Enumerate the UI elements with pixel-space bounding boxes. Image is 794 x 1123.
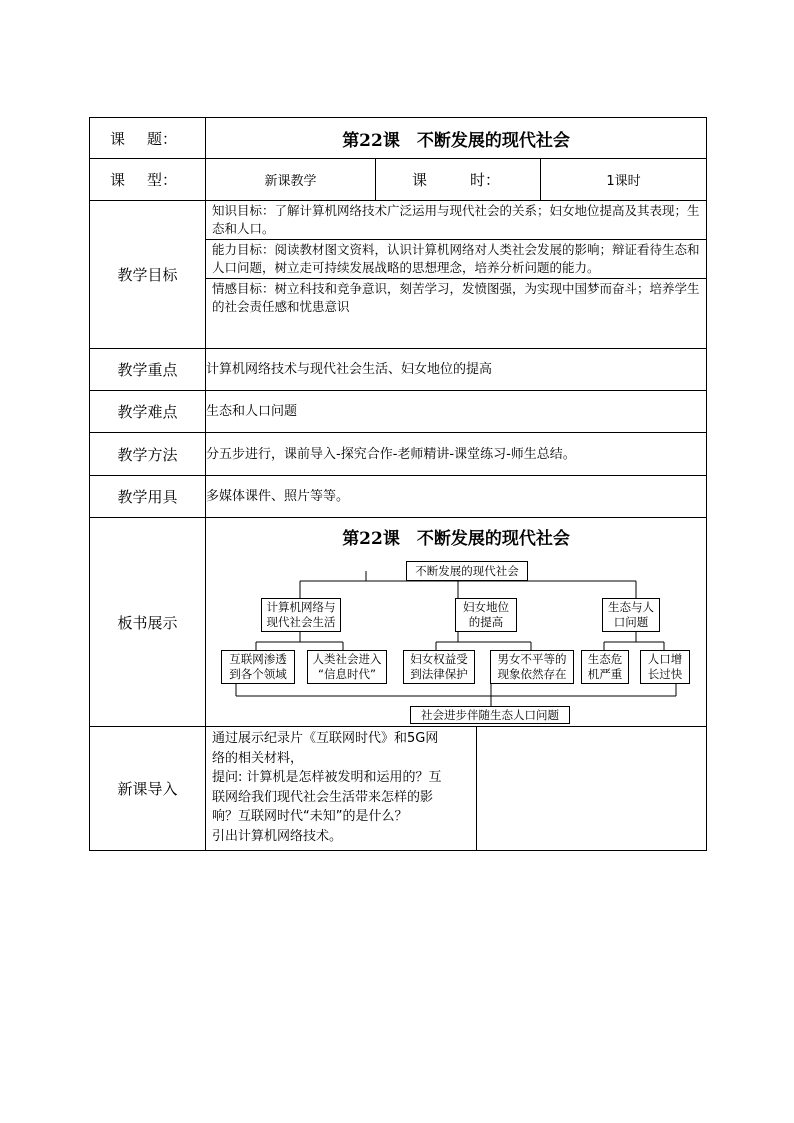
intro-empty-cell bbox=[477, 727, 707, 851]
topic-value: 第22课 不断发展的现代社会 bbox=[206, 118, 707, 159]
topic-label-cell bbox=[90, 118, 206, 159]
l2-population-line2: 长过快 bbox=[647, 667, 683, 681]
type-label-b: 型： bbox=[146, 171, 177, 189]
l1-network-line1: 计算机网络与 bbox=[266, 600, 336, 614]
type-label-cell bbox=[90, 159, 206, 201]
key-points-label: 教学重点 bbox=[90, 349, 206, 391]
l2-eco-crisis-line2: 机严重 bbox=[587, 667, 623, 681]
diagram-l2-women-rights bbox=[403, 650, 475, 684]
goal-emotion: 情感目标：树立科技和竞争意识，刻苦学习，发愤图强，为实现中国梦而奋斗；培养学生的社会责任感和忧患意识 bbox=[212, 281, 700, 314]
row-goals bbox=[90, 201, 707, 349]
type-value: 新课教学 bbox=[206, 159, 376, 201]
l1-network-line2: 现代社会生活 bbox=[266, 615, 336, 629]
diagram-l2-info-age bbox=[307, 650, 387, 684]
l1-ecology-line2: 口问题 bbox=[613, 615, 649, 629]
row-key-points bbox=[90, 349, 707, 391]
intro-line-3: 提问: 计算机是怎样被发明和运用的？互 bbox=[212, 770, 442, 785]
hours-label-a: 课 bbox=[412, 171, 428, 189]
diagram-l2-eco-crisis bbox=[581, 650, 629, 684]
difficulties-value: 生态和人口问题 bbox=[206, 391, 707, 433]
l2-inequality-line2: 现象依然存在 bbox=[497, 667, 567, 681]
hours-label-cell bbox=[376, 159, 541, 201]
l2-women-rights-line1: 妇女权益受 bbox=[410, 652, 468, 666]
goal-knowledge: 知识目标：了解计算机网络技术广泛运用与现代社会的关系；妇女地位提高及其表现；生态和人口。 bbox=[206, 201, 706, 240]
goal-ability: 能力目标：阅读教材图文资料，认识计算机网络对人类社会发展的影响；辩证看待生态和人口问题，树立走可持续发展战略的思想理念，培养分析问题的能力。 bbox=[206, 240, 706, 279]
l2-info-age-line1: 人类社会进入 bbox=[312, 652, 382, 666]
intro-text-cell bbox=[206, 727, 477, 851]
intro-line-5: 响？互联网时代“未知”的是什么？ bbox=[212, 809, 408, 824]
l2-info-age-line2: “信息时代” bbox=[318, 667, 376, 681]
l2-women-rights-line2: 到法律保护 bbox=[410, 667, 468, 681]
diagram-l1-ecology bbox=[602, 598, 660, 632]
l2-eco-crisis-line1: 生态危 bbox=[587, 652, 623, 666]
diagram-l1-network bbox=[261, 598, 341, 632]
l2-internet-line2: 到各个领域 bbox=[229, 667, 287, 681]
diagram-l2-population bbox=[640, 650, 690, 684]
row-methods bbox=[90, 433, 707, 476]
methods-value: 分五步进行，课前导入-探究合作-老师精讲-课堂练习-师生总结。 bbox=[206, 433, 707, 476]
tools-label: 教学用具 bbox=[90, 476, 206, 518]
intro-line-6: 引出计算机网络技术。 bbox=[212, 828, 343, 844]
board-diagram bbox=[206, 518, 706, 726]
key-points-value: 计算机网络技术与现代社会生活、妇女地位的提高 bbox=[206, 349, 707, 391]
row-intro bbox=[90, 727, 707, 851]
topic-label-b: 题： bbox=[146, 129, 177, 148]
goals-cell bbox=[206, 201, 707, 349]
topic-label-a: 课 bbox=[110, 129, 126, 148]
intro-line-2: 络的相关材料， bbox=[212, 750, 304, 766]
difficulties-label: 教学难点 bbox=[90, 391, 206, 433]
methods-label: 教学方法 bbox=[90, 433, 206, 476]
type-label-a: 课 bbox=[110, 171, 126, 189]
l2-population-line1: 人口增 bbox=[647, 652, 683, 666]
goals-label: 教学目标 bbox=[90, 201, 206, 349]
row-board bbox=[90, 518, 707, 727]
diagram-l1-women bbox=[455, 598, 517, 632]
row-difficulties bbox=[90, 391, 707, 433]
board-label: 板书展示 bbox=[90, 518, 206, 727]
intro-line-4: 联网给我们现代社会生活带来怎样的影 bbox=[212, 789, 434, 805]
intro-label: 新课导入 bbox=[90, 727, 206, 851]
intro-line-1: 通过展示纪录片《互联网时代》和5G网 bbox=[212, 731, 439, 746]
board-title: 第22课 不断发展的现代社会 bbox=[342, 529, 570, 549]
board-cell bbox=[206, 518, 707, 727]
l1-women-line2: 的提高 bbox=[468, 615, 504, 629]
tools-value: 多媒体课件、照片等等。 bbox=[206, 476, 707, 518]
l2-internet-line1: 互联网渗透 bbox=[229, 652, 287, 666]
diagram-bottom: 社会进步伴随生态人口问题 bbox=[410, 706, 570, 724]
l2-inequality-line1: 男女不平等的 bbox=[497, 652, 567, 666]
hours-label-b: 时： bbox=[469, 171, 500, 189]
row-topic bbox=[90, 118, 707, 159]
diagram-l2-internet bbox=[221, 650, 295, 684]
hours-value: 1课时 bbox=[541, 159, 707, 201]
lesson-plan-table bbox=[89, 117, 707, 851]
row-type bbox=[90, 159, 707, 201]
diagram-l2-inequality bbox=[490, 650, 574, 684]
l1-ecology-line1: 生态与人 bbox=[608, 600, 654, 614]
l1-women-line1: 妇女地位 bbox=[463, 600, 509, 614]
row-tools bbox=[90, 476, 707, 518]
diagram-root: 不断发展的现代社会 bbox=[406, 561, 528, 581]
